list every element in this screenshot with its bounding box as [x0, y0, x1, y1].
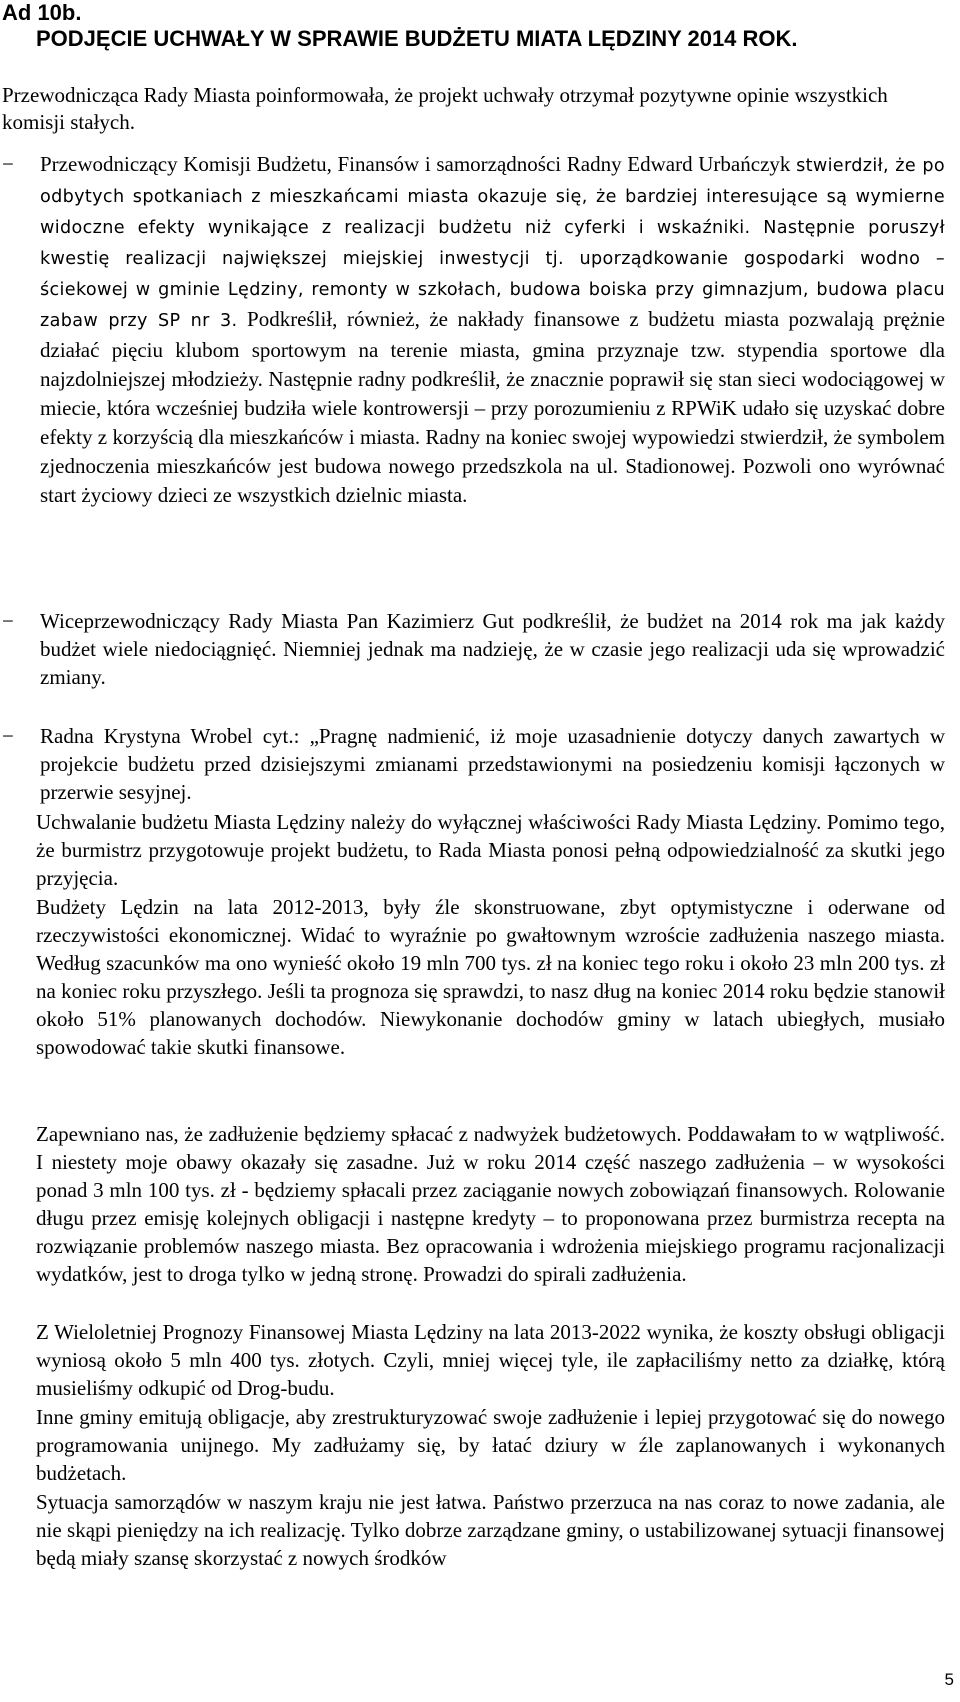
bullet-text-part: Podkreślił, również, że nakłady finansowe z budżetu miasta pozwalają prężnie działać pięciu klubom sportowym na terenie miasta, gmina przyznaje tzw. stypendia sportowe dla najzdolniejszej młodzieży. [40, 307, 945, 391]
page-number: 5 [944, 1670, 954, 1689]
dash-marker: − [2, 609, 14, 633]
bullet-text [40, 150, 945, 510]
bullet-text-part: stwierdził, że po odbytych spotkaniach z mieszkańcami miasta okazuje się, że bardziej interesujące są wymierne widoczne efekty wynikające z realizacji budżetu niż cyferki i wskaźniki. Następnie poruszył kwestię realizacji największej miejskiej inwestycji tj. uporządkowanie gospodarki wodno – ściekowej w gminie Lędziny, remonty w szkołach, budowa boiska przy gimnazjum, budowa placu zabaw przy SP nr 3. [40, 156, 945, 331]
bullet-text-part: Przewodniczący Komisji Budżetu, Finansów i samorządności Radny Edward Urbańczyk [40, 152, 791, 176]
body-paragraph: Uchwalanie budżetu Miasta Lędziny należy do wyłącznej właściwości Rady Miasta Lędziny. Pomimo tego, że burmistrz przygotowuje projekt budżetu, to Rada Miasta ponosi pełną odpowiedzialność za skutki jego przyjęcia. [36, 810, 945, 890]
body-paragraph: Budżety Lędzin na lata 2012-2013, były źle skonstruowane, zbyt optymistyczne i oderwane od rzeczywistości ekonomicznej. Widać to wyraźnie po gwałtownym wzroście zadłużenia naszego miasta. Według szacunków ma ono wynieść około 19 mln 700 tys. zł na koniec tego roku i około 23 mln 200 tys. zł na koniec roku przyszłego. Jeśli ta prognoza się sprawdzi, to nasz dług na koniec 2014 roku będzie stanowił około 51% planowanych dochodów. Niewykonanie dochodów gminy w latach ubiegłych, musiało spowodować takie skutki finansowe. [36, 895, 945, 1059]
dash-marker: − [2, 724, 14, 748]
body-paragraph: Sytuacja samorządów w naszym kraju nie jest łatwa. Państwo przerzuca na nas coraz to nowe zadania, ale nie skąpi pieniędzy na ich realizację. Tylko dobrze zarządzane gminy, o ustabilizowanej sytuacji finansowej będą miały szansę skorzystać z nowych środków [36, 1490, 945, 1570]
bullet-text-part: Następnie radny podkreślił, że znacznie poprawił się stan sieci wodociągowej w miecie, która wcześniej budziła wiele kontrowersji – przy porozumieniu z RPWiK udało się uzyskać dobre efekty z korzyścią dla mieszkańców i miasta. Radny na koniec swojej wypowiedzi stwierdził, że symbolem zjednoczenia mieszkańców jest budowa nowego przedszkola na ul. Stadionowej. Pozwoli ono wyrównać start życiowy dzieci ze wszystkich dzielnic miasta. [40, 367, 945, 507]
bullet-text: Radna Krystyna Wrobel cyt.: „Pragnę nadmienić, iż moje uzasadnienie dotyczy danych zawartych w projekcie budżetu przed dzisiejszymi zmianami przedstawionymi na posiedzeniu komisji łączonych w przerwie sesyjnej. [40, 724, 945, 804]
body-paragraph: Z Wieloletniej Prognozy Finansowej Miasta Lędziny na lata 2013-2022 wynika, że koszty obsługi obligacji wyniosą około 5 mln 400 tys. złotych. Czyli, mniej więcej tyle, ile zapłaciliśmy netto za działkę, którą musieliśmy odkupić od Drog-budu. [36, 1320, 945, 1400]
agenda-item-label: Ad 10b. [2, 0, 82, 25]
bullet-text: Wiceprzewodniczący Rady Miasta Pan Kazimierz Gut podkreślił, że budżet na 2014 rok ma jak każdy budżet wiele niedociągnięć. Niemniej jednak ma nadzieję, że w czasie jego realizacji uda się wprowadzić zmiany. [40, 609, 945, 689]
agenda-item-title: PODJĘCIE UCHWAŁY W SPRAWIE BUDŻETU MIATA LĘDZINY 2014 ROK. [36, 26, 798, 51]
body-paragraph: Zapewniano nas, że zadłużenie będziemy spłacać z nadwyżek budżetowych. Poddawałam to w wątpliwość. I niestety moje obawy okazały się zasadne. Już w roku 2014 część naszego zadłużenia – w wysokości ponad 3 mln 100 tys. zł - będziemy spłacali przez zaciąganie nowych zobowiązań finansowych. Rolowanie długu przez emisję kolejnych obligacji i następne kredyty – to proponowana przez burmistrza recepta na rozwiązanie problemów naszego miasta. Bez opracowania i wdrożenia miejskiego programu racjonalizacji wydatków, jest to droga tylko w jedną stronę. Prowadzi do spirali zadłużenia. [36, 1122, 945, 1286]
body-paragraph: Inne gminy emitują obligacje, aby zrestrukturyzować swoje zadłużenie i lepiej przygotować się do nowego programowania unijnego. My zadłużamy się, by łatać dziury w źle zaplanowanych i wykonanych budżetach. [36, 1405, 945, 1485]
dash-marker: − [2, 152, 14, 176]
intro-paragraph: Przewodnicząca Rady Miasta poinformowała, że projekt uchwały otrzymał pozytywne opinie wszystkich komisji stałych. [2, 83, 888, 134]
